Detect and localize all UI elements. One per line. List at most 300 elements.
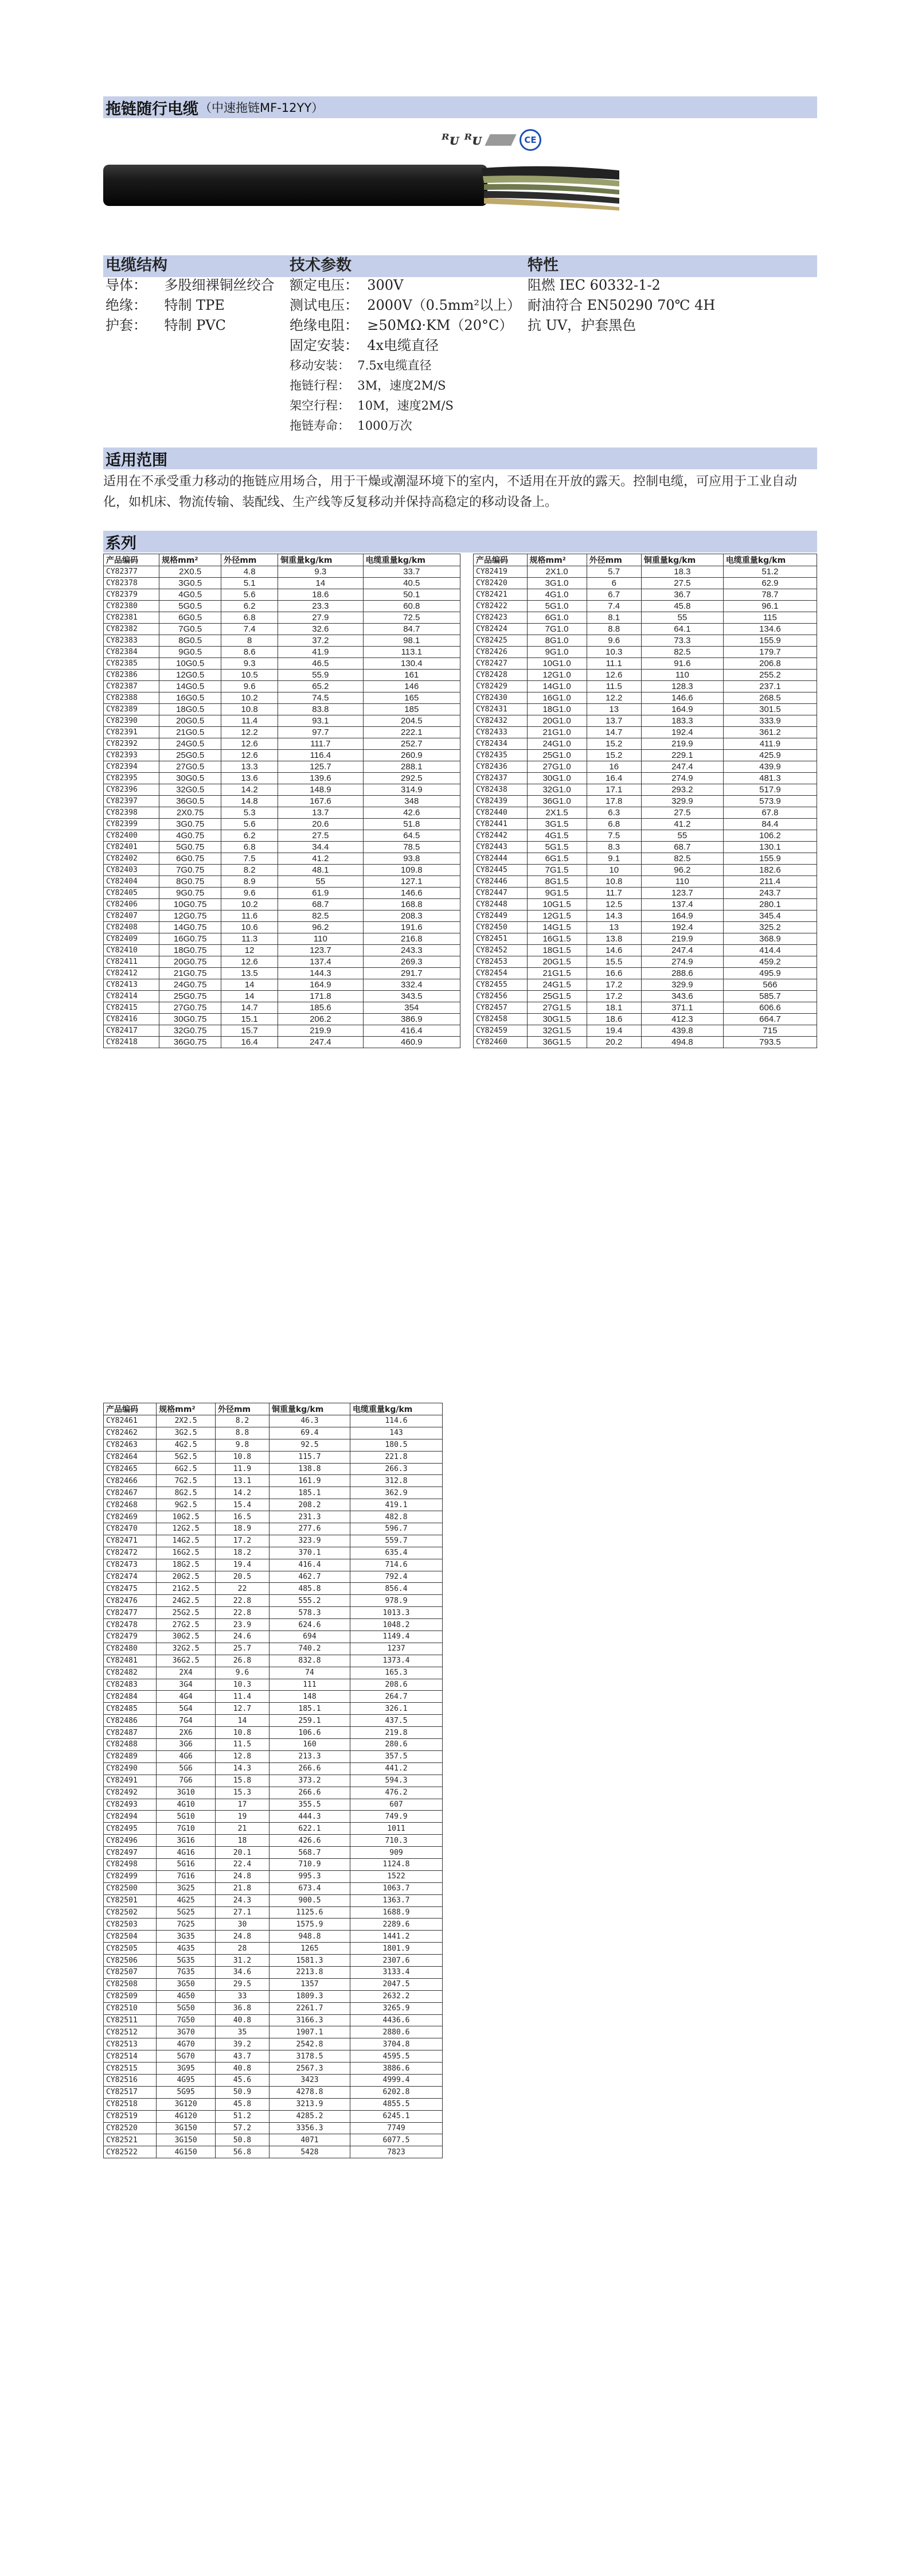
table-cell: CY82450	[474, 922, 528, 933]
table-cell: 517.9	[723, 784, 817, 796]
table-cell: 30G0.5	[159, 773, 221, 784]
table-cell: 10.8	[221, 704, 278, 715]
table-cell: 8G0.75	[159, 876, 221, 888]
table-cell: 208.2	[269, 1499, 350, 1511]
table-cell: 14	[221, 979, 278, 991]
table-cell: 10.6	[221, 922, 278, 933]
table-cell: 229.1	[641, 750, 723, 761]
table-cell: CY82505	[104, 1943, 157, 1955]
table-cell: 323.9	[269, 1535, 350, 1547]
table-cell: 137.4	[278, 956, 363, 968]
table-cell: 148.9	[278, 784, 363, 796]
table-cell: CY82514	[104, 2050, 157, 2063]
table-cell: 46.3	[269, 1415, 350, 1427]
table-cell: 208.6	[350, 1679, 443, 1691]
table-cell: 96.2	[641, 865, 723, 876]
table-cell: 3166.3	[269, 2014, 350, 2026]
table-cell: CY82434	[474, 738, 528, 750]
col-header: 规格mm²	[527, 554, 587, 566]
table-cell: 14.7	[221, 1002, 278, 1014]
table-cell: 2261.7	[269, 2002, 350, 2014]
col-header: 铜重量kg/km	[269, 1403, 350, 1415]
table-row	[104, 1990, 443, 2002]
table-cell: 8.2	[221, 865, 278, 876]
table-row	[104, 865, 460, 876]
table-cell: 12.6	[221, 956, 278, 968]
table-cell: 24.8	[215, 1870, 269, 1882]
table-row	[104, 704, 460, 715]
tech-line: 额定电压： 300V	[290, 277, 404, 293]
table-cell: CY82435	[474, 750, 528, 761]
table-row	[104, 842, 460, 853]
table-cell: 14G0.5	[159, 681, 221, 692]
table-cell: 5.3	[221, 807, 278, 819]
table-row	[474, 876, 817, 888]
table-cell: 39.2	[215, 2038, 269, 2050]
table-cell: 1048.2	[350, 1619, 443, 1631]
table-row	[104, 1427, 443, 1439]
table-row	[104, 1499, 443, 1511]
table-cell: 208.3	[363, 910, 460, 922]
structure-line: 护套： 特制 PVC	[106, 317, 226, 333]
table-cell: 4G1.5	[527, 830, 587, 842]
table-cell: 444.3	[269, 1811, 350, 1823]
table-row	[104, 589, 460, 601]
table-row	[104, 2122, 443, 2134]
table-cell: 3G2.5	[157, 1427, 216, 1439]
table-cell: 7G0.75	[159, 865, 221, 876]
table-cell: 204.5	[363, 715, 460, 727]
table-cell: CY82465	[104, 1463, 157, 1475]
table-cell: 259.1	[269, 1715, 350, 1727]
table-cell: 32G0.5	[159, 784, 221, 796]
table-cell: 41.2	[278, 853, 363, 865]
table-row	[104, 601, 460, 612]
table-cell: 13	[587, 704, 641, 715]
table-cell: 17.2	[215, 1535, 269, 1547]
table-cell: CY82386	[104, 670, 159, 681]
table-row	[104, 727, 460, 738]
table-cell: 16G2.5	[157, 1547, 216, 1559]
table-row	[104, 2098, 443, 2110]
table-cell: 18.1	[587, 1002, 641, 1014]
table-cell: 12.2	[221, 727, 278, 738]
table-cell: 3G95	[157, 2063, 216, 2075]
table-cell: 4G10	[157, 1799, 216, 1811]
table-cell: 84.7	[363, 624, 460, 635]
table-cell: 1013.3	[350, 1607, 443, 1619]
table-cell: 36G0.75	[159, 1037, 221, 1048]
table-cell: 115	[723, 612, 817, 624]
table-cell: 32G2.5	[157, 1643, 216, 1655]
table-cell: CY82457	[474, 1002, 528, 1014]
table-cell: 83.8	[278, 704, 363, 715]
table-row	[474, 647, 817, 658]
table-row	[104, 1415, 443, 1427]
table-row	[474, 1002, 817, 1014]
table-cell: 96.2	[278, 922, 363, 933]
table-cell: 18G2.5	[157, 1559, 216, 1571]
table-cell: 61.9	[278, 888, 363, 899]
table-cell: 27.5	[641, 578, 723, 589]
table-cell: 91.6	[641, 658, 723, 670]
table-cell: 69.4	[269, 1427, 350, 1439]
table-cell: 43.7	[215, 2050, 269, 2063]
table-cell: 143	[350, 1427, 443, 1439]
table-row	[104, 2110, 443, 2122]
table-cell: 24.6	[215, 1631, 269, 1643]
table-cell: CY82379	[104, 589, 159, 601]
product-subtitle: （中速拖链MF-12YY）	[200, 101, 324, 115]
table-cell: 386.9	[363, 1014, 460, 1025]
table-cell: 9.6	[587, 635, 641, 647]
table-cell: 62.9	[723, 578, 817, 589]
table-cell: 3G70	[157, 2026, 216, 2038]
table-cell: 5.6	[221, 819, 278, 830]
table-cell: 21.8	[215, 1882, 269, 1894]
table-cell: 4G1.0	[527, 589, 587, 601]
table-cell: 978.9	[350, 1595, 443, 1607]
table-cell: 3G25	[157, 1882, 216, 1894]
table-cell: 73.3	[641, 635, 723, 647]
table-cell: CY82496	[104, 1835, 157, 1847]
table-cell: 51.2	[723, 566, 817, 578]
table-cell: 17	[215, 1799, 269, 1811]
table-row	[104, 1894, 443, 1906]
table-cell: 325.2	[723, 922, 817, 933]
features-column	[528, 255, 715, 336]
table-cell: 10.5	[221, 670, 278, 681]
table-cell: 6.7	[587, 589, 641, 601]
tech-line: 拖链寿命： 1000万次	[290, 419, 412, 433]
table-cell: 36G1.0	[527, 796, 587, 807]
table-row	[104, 681, 460, 692]
table-cell: 1688.9	[350, 1906, 443, 1919]
table-cell: 18.6	[278, 589, 363, 601]
table-row	[104, 1762, 443, 1775]
table-cell: 3265.9	[350, 2002, 443, 2014]
table-cell: 416.4	[269, 1559, 350, 1571]
table-row	[104, 1631, 443, 1643]
table-cell: 252.7	[363, 738, 460, 750]
table-cell: 368.9	[723, 933, 817, 945]
table-cell: 11.3	[221, 933, 278, 945]
table-cell: 596.7	[350, 1523, 443, 1535]
table-cell: 84.4	[723, 819, 817, 830]
features-line: 抗 UV，护套黑色	[528, 317, 636, 333]
table-cell: 8.1	[587, 612, 641, 624]
col-header: 产品编码	[474, 554, 528, 566]
table-cell: CY82412	[104, 968, 159, 979]
table-row	[104, 761, 460, 773]
table-cell: 60.8	[363, 601, 460, 612]
table-cell: 243.3	[363, 945, 460, 956]
table-cell: 34.4	[278, 842, 363, 853]
table-row	[104, 1559, 443, 1571]
table-cell: 494.8	[641, 1037, 723, 1048]
table-cell: 92.5	[269, 1439, 350, 1451]
table-row	[474, 681, 817, 692]
table-cell: 269.3	[363, 956, 460, 968]
table-cell: 4285.2	[269, 2110, 350, 2122]
table-row	[104, 1571, 443, 1583]
table-cell: 18.2	[215, 1547, 269, 1559]
table-row	[104, 2050, 443, 2063]
table-cell: 9G2.5	[157, 1499, 216, 1511]
table-cell: 15.8	[215, 1775, 269, 1787]
table-cell: CY82448	[474, 899, 528, 910]
table-cell: 333.9	[723, 715, 817, 727]
table-cell: 34.6	[215, 1966, 269, 1978]
table-cell: 125.7	[278, 761, 363, 773]
table-cell: 30G2.5	[157, 1631, 216, 1643]
table-cell: 373.2	[269, 1775, 350, 1787]
table-row	[104, 670, 460, 681]
table-cell: 55	[278, 876, 363, 888]
table-cell: CY82407	[104, 910, 159, 922]
table-row	[104, 1931, 443, 1943]
table-cell: 144.3	[278, 968, 363, 979]
table-row	[104, 624, 460, 635]
table-cell: 13.7	[278, 807, 363, 819]
table-cell: 425.9	[723, 750, 817, 761]
col-header: 铜重量kg/km	[641, 554, 723, 566]
tech-column	[290, 255, 521, 436]
table-cell: 7G2.5	[157, 1475, 216, 1487]
table-cell: 5G4	[157, 1703, 216, 1715]
table-cell: 146	[363, 681, 460, 692]
table-row	[104, 2038, 443, 2050]
tech-line: 测试电压： 2000V（0.5mm²以上）	[290, 297, 521, 313]
table-cell: 36G1.5	[527, 1037, 587, 1048]
table-cell: 4G70	[157, 2038, 216, 2050]
table-cell: 32G1.0	[527, 784, 587, 796]
table-cell: 161.9	[269, 1475, 350, 1487]
table-cell: 11.5	[215, 1739, 269, 1751]
table-row	[474, 784, 817, 796]
table-cell: 710.3	[350, 1835, 443, 1847]
table-cell: 32.6	[278, 624, 363, 635]
table-cell: 8.6	[221, 647, 278, 658]
table-cell: 2289.6	[350, 1919, 443, 1931]
table-cell: 10G1.5	[527, 899, 587, 910]
table-row	[104, 1583, 443, 1595]
table-cell: 594.3	[350, 1775, 443, 1787]
table-cell: 635.4	[350, 1547, 443, 1559]
table-cell: 11.4	[215, 1691, 269, 1703]
table-cell: CY82423	[474, 612, 528, 624]
table-cell: 1011	[350, 1823, 443, 1835]
table-row	[104, 922, 460, 933]
table-cell: 8.9	[221, 876, 278, 888]
table-cell: 11.4	[221, 715, 278, 727]
table-row	[104, 1978, 443, 1990]
table-row	[104, 1787, 443, 1799]
table-row	[474, 956, 817, 968]
table-row	[104, 830, 460, 842]
table-cell: CY82436	[474, 761, 528, 773]
table-cell: 36G2.5	[157, 1655, 216, 1667]
tech-line: 拖链行程： 3M，速度2M/S	[290, 379, 446, 392]
table-cell: 64.1	[641, 624, 723, 635]
table-row	[104, 1955, 443, 1967]
table-cell: CY82433	[474, 727, 528, 738]
table-cell: 216.8	[363, 933, 460, 945]
table-cell: CY82493	[104, 1799, 157, 1811]
table-cell: 13.5	[221, 968, 278, 979]
table-cell: 168.8	[363, 899, 460, 910]
table-cell: CY82481	[104, 1655, 157, 1667]
table-cell: 22.8	[215, 1595, 269, 1607]
table-cell: 211.4	[723, 876, 817, 888]
table-cell: 16.6	[587, 968, 641, 979]
col-header: 电缆重量kg/km	[723, 554, 817, 566]
table-cell: 179.7	[723, 647, 817, 658]
table-cell: 416.4	[363, 1025, 460, 1037]
scope-text: 适用在不承受重力移动的拖链应用场合，用于干燥或潮湿环境下的室内，不适用在开放的露天。控制电缆，可应用于工业自动化，如机床、物流传输、装配线、生产线等反复移动并保持高稳定的移动设备上。	[103, 474, 798, 509]
table-cell: 5G1.0	[527, 601, 587, 612]
table-cell: 4595.5	[350, 2050, 443, 2063]
table-cell: 10.2	[221, 692, 278, 704]
table-row	[104, 1882, 443, 1894]
table-cell: 4G16	[157, 1847, 216, 1859]
table-cell: 357.5	[350, 1750, 443, 1762]
series-table-1	[103, 554, 460, 1048]
table-cell: 222.1	[363, 727, 460, 738]
table-cell: 15.2	[587, 738, 641, 750]
table-cell: CY82394	[104, 761, 159, 773]
table-cell: 16G1.5	[527, 933, 587, 945]
table-cell: 32G1.5	[527, 1025, 587, 1037]
table-cell: 2542.8	[269, 2038, 350, 2050]
table-cell: CY82437	[474, 773, 528, 784]
table-cell: 15.1	[221, 1014, 278, 1025]
table-cell: 146.6	[363, 888, 460, 899]
table-cell: 9.3	[278, 566, 363, 578]
table-cell: CY82513	[104, 2038, 157, 2050]
table-cell: CY82495	[104, 1823, 157, 1835]
table-cell: 7G1.5	[527, 865, 587, 876]
table-cell: CY82429	[474, 681, 528, 692]
table-cell: 3G150	[157, 2134, 216, 2146]
table-header-row	[474, 554, 817, 566]
table-cell: 14.8	[221, 796, 278, 807]
table-row	[104, 1037, 460, 1048]
table-cell: 5G1.5	[527, 842, 587, 853]
table-row	[104, 1847, 443, 1859]
table-row	[104, 1511, 443, 1523]
table-cell: 180.5	[350, 1439, 443, 1451]
table-cell: CY82488	[104, 1739, 157, 1751]
col-header: 产品编码	[104, 554, 159, 566]
table-cell: CY82463	[104, 1439, 157, 1451]
table-cell: 559.7	[350, 1535, 443, 1547]
table-cell: 2632.2	[350, 1990, 443, 2002]
table-cell: 3G50	[157, 1978, 216, 1990]
table-cell: CY82517	[104, 2086, 157, 2098]
table-cell: 4G50	[157, 1990, 216, 2002]
table-row	[104, 2026, 443, 2038]
table-cell: 41.9	[278, 647, 363, 658]
table-cell: CY82482	[104, 1667, 157, 1679]
table-cell: 7.5	[221, 853, 278, 865]
table-cell: 11.9	[215, 1463, 269, 1475]
table-cell: 18.6	[587, 1014, 641, 1025]
table-cell: 8	[221, 635, 278, 647]
table-cell: 1907.1	[269, 2026, 350, 2038]
table-cell: 3G0.75	[159, 819, 221, 830]
table-cell: 12G0.75	[159, 910, 221, 922]
table-cell: 2307.6	[350, 1955, 443, 1967]
table-cell: CY82424	[474, 624, 528, 635]
table-cell: 40.5	[363, 578, 460, 589]
table-cell: 412.3	[641, 1014, 723, 1025]
table-cell: 354	[363, 1002, 460, 1014]
table-cell: 7.4	[587, 601, 641, 612]
table-cell: 606.6	[723, 1002, 817, 1014]
table-cell: 622.1	[269, 1823, 350, 1835]
table-cell: CY82442	[474, 830, 528, 842]
table-cell: 28	[215, 1943, 269, 1955]
table-cell: 67.8	[723, 807, 817, 819]
table-cell: 481.3	[723, 773, 817, 784]
col-header: 外径mm	[221, 554, 278, 566]
table-cell: CY82377	[104, 566, 159, 578]
certification-marks	[442, 129, 541, 151]
table-cell: 343.6	[641, 991, 723, 1002]
table-cell: CY82466	[104, 1475, 157, 1487]
table-cell: 36G0.5	[159, 796, 221, 807]
table-cell: 12.6	[587, 670, 641, 681]
table-cell: 4436.6	[350, 2014, 443, 2026]
table-cell: 13.1	[215, 1475, 269, 1487]
structure-line: 导体： 多股细裸铜丝绞合	[106, 277, 275, 293]
col-header: 外径mm	[587, 554, 641, 566]
table-cell: 345.4	[723, 910, 817, 922]
table-cell: 3178.5	[269, 2050, 350, 2063]
table-cell: 127.1	[363, 876, 460, 888]
table-cell: 33.7	[363, 566, 460, 578]
table-cell: CY82389	[104, 704, 159, 715]
table-cell: CY82491	[104, 1775, 157, 1787]
structure-column	[106, 255, 275, 336]
table-cell: 12.5	[587, 899, 641, 910]
table-cell: CY82456	[474, 991, 528, 1002]
table-cell: 2X4	[157, 1667, 216, 1679]
table-cell: 6.8	[221, 842, 278, 853]
table-cell: 3G120	[157, 2098, 216, 2110]
table-cell: CY82461	[104, 1415, 157, 1427]
table-row	[104, 1823, 443, 1835]
table-cell: 17.2	[587, 979, 641, 991]
table-cell: CY82427	[474, 658, 528, 670]
table-cell: 167.6	[278, 796, 363, 807]
table-cell: CY82490	[104, 1762, 157, 1775]
table-cell: 9.1	[587, 853, 641, 865]
features-line: 耐油符合 EN50290 70℃ 4H	[528, 297, 716, 313]
table-cell: 264.7	[350, 1691, 443, 1703]
table-row	[104, 784, 460, 796]
table-row	[104, 2134, 443, 2146]
table-cell: 78.5	[363, 842, 460, 853]
table-cell: 82.5	[641, 647, 723, 658]
table-row	[474, 578, 817, 589]
table-cell: 7823	[350, 2146, 443, 2158]
table-cell: 48.1	[278, 865, 363, 876]
table-cell: 33	[215, 1990, 269, 2002]
table-cell: 414.4	[723, 945, 817, 956]
table-cell: 74.5	[278, 692, 363, 704]
